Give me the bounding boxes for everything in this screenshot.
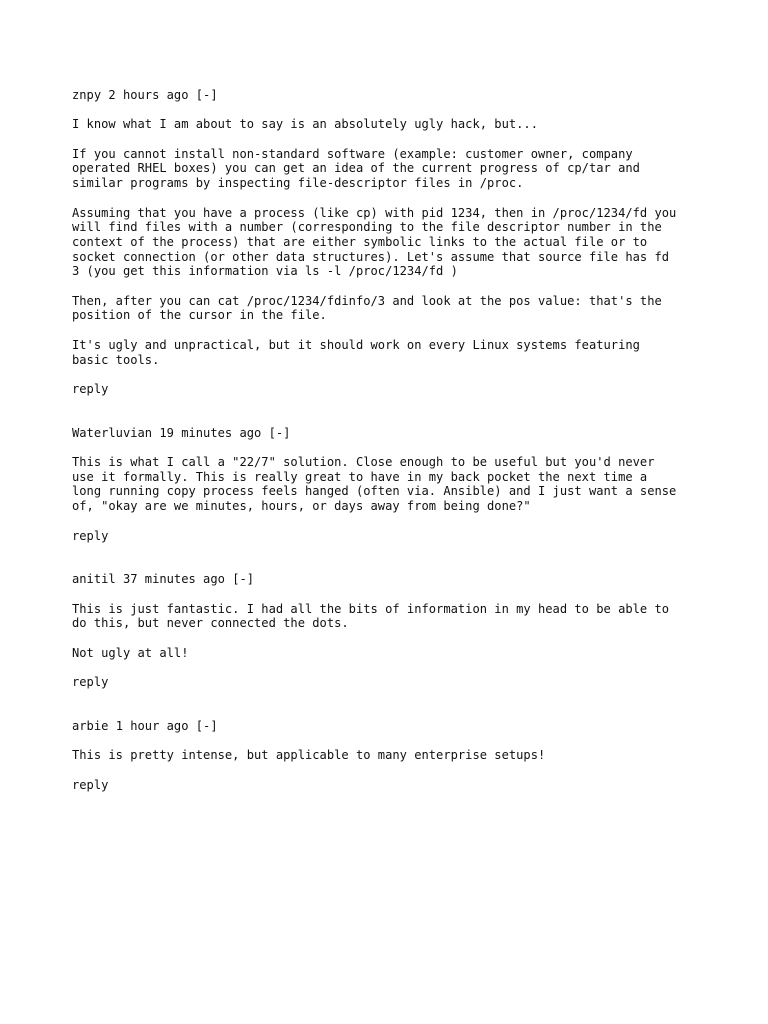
comment-paragraph: This is pretty intense, but applicable to many enterprise setups! (72, 748, 546, 763)
comment-author[interactable]: anitil (72, 572, 116, 587)
comment-paragraph: It's ugly and unpractical, but it should work on every Linux systems featuring basic tools. (72, 337, 640, 367)
comment-header (72, 572, 704, 587)
collapse-toggle[interactable]: [-] (268, 425, 291, 440)
comment-author[interactable]: arbie (72, 718, 109, 733)
reply-link[interactable]: reply (72, 777, 109, 792)
comment-author[interactable]: znpy (72, 88, 102, 102)
comment (72, 88, 704, 397)
comment-paragraph: Not ugly at all! (72, 645, 189, 660)
comment-paragraph: Then, after you can cat /proc/1234/fdinfo/3 and look at the pos value: that's the position of the cursor in the file. (72, 293, 662, 323)
comment-header (72, 719, 704, 734)
collapse-toggle[interactable]: [-] (195, 88, 218, 102)
comment (72, 719, 704, 792)
collapse-toggle[interactable]: [-] (195, 718, 218, 733)
reply-link[interactable]: reply (72, 381, 109, 396)
comment-age[interactable]: 2 hours ago (108, 88, 189, 102)
comment-header (72, 88, 704, 103)
comment-paragraph: This is just fantastic. I had all the bits of information in my head to be able to do this, but never connected the dots. (72, 601, 670, 631)
comment (72, 572, 704, 690)
comment (72, 426, 704, 544)
comment-paragraph: Assuming that you have a process (like cp) with pid 1234, then in /proc/1234/fd you will find files with a number (corresponding to the file descriptor number in the context of the process) that are either symbolic links to the actual file or to socket connection (or other data structures). Let's assume that source file has fd 3 (you get this information via ls -l /proc/1234/fd ) (72, 205, 677, 279)
comment-age[interactable]: 37 minutes ago (122, 572, 225, 587)
reply-link[interactable]: reply (72, 528, 109, 543)
comment-paragraph: If you cannot install non-standard software (example: customer owner, company operated RHEL boxes) you can get an idea of the current progress of cp/tar and similar programs by inspecting file-descriptor files in /proc. (72, 146, 640, 191)
comment-paragraph: I know what I am about to say is an absolutely ugly hack, but... (72, 117, 538, 132)
comment-age[interactable]: 1 hour ago (115, 718, 189, 733)
comment-header (72, 426, 704, 441)
collapse-toggle[interactable]: [-] (232, 572, 255, 587)
comment-age[interactable]: 19 minutes ago (159, 425, 262, 440)
comment-author[interactable]: Waterluvian (72, 425, 153, 440)
reply-link[interactable]: reply (72, 675, 109, 690)
comment-paragraph: This is what I call a "22/7" solution. Close enough to be useful but you'd never use it formally. This is really great to have in my back pocket the next time a long running copy process feels hanged (often via. Ansible) and I just want a sense of, "okay are we minutes, hours, or days away from being done?" (72, 455, 677, 514)
